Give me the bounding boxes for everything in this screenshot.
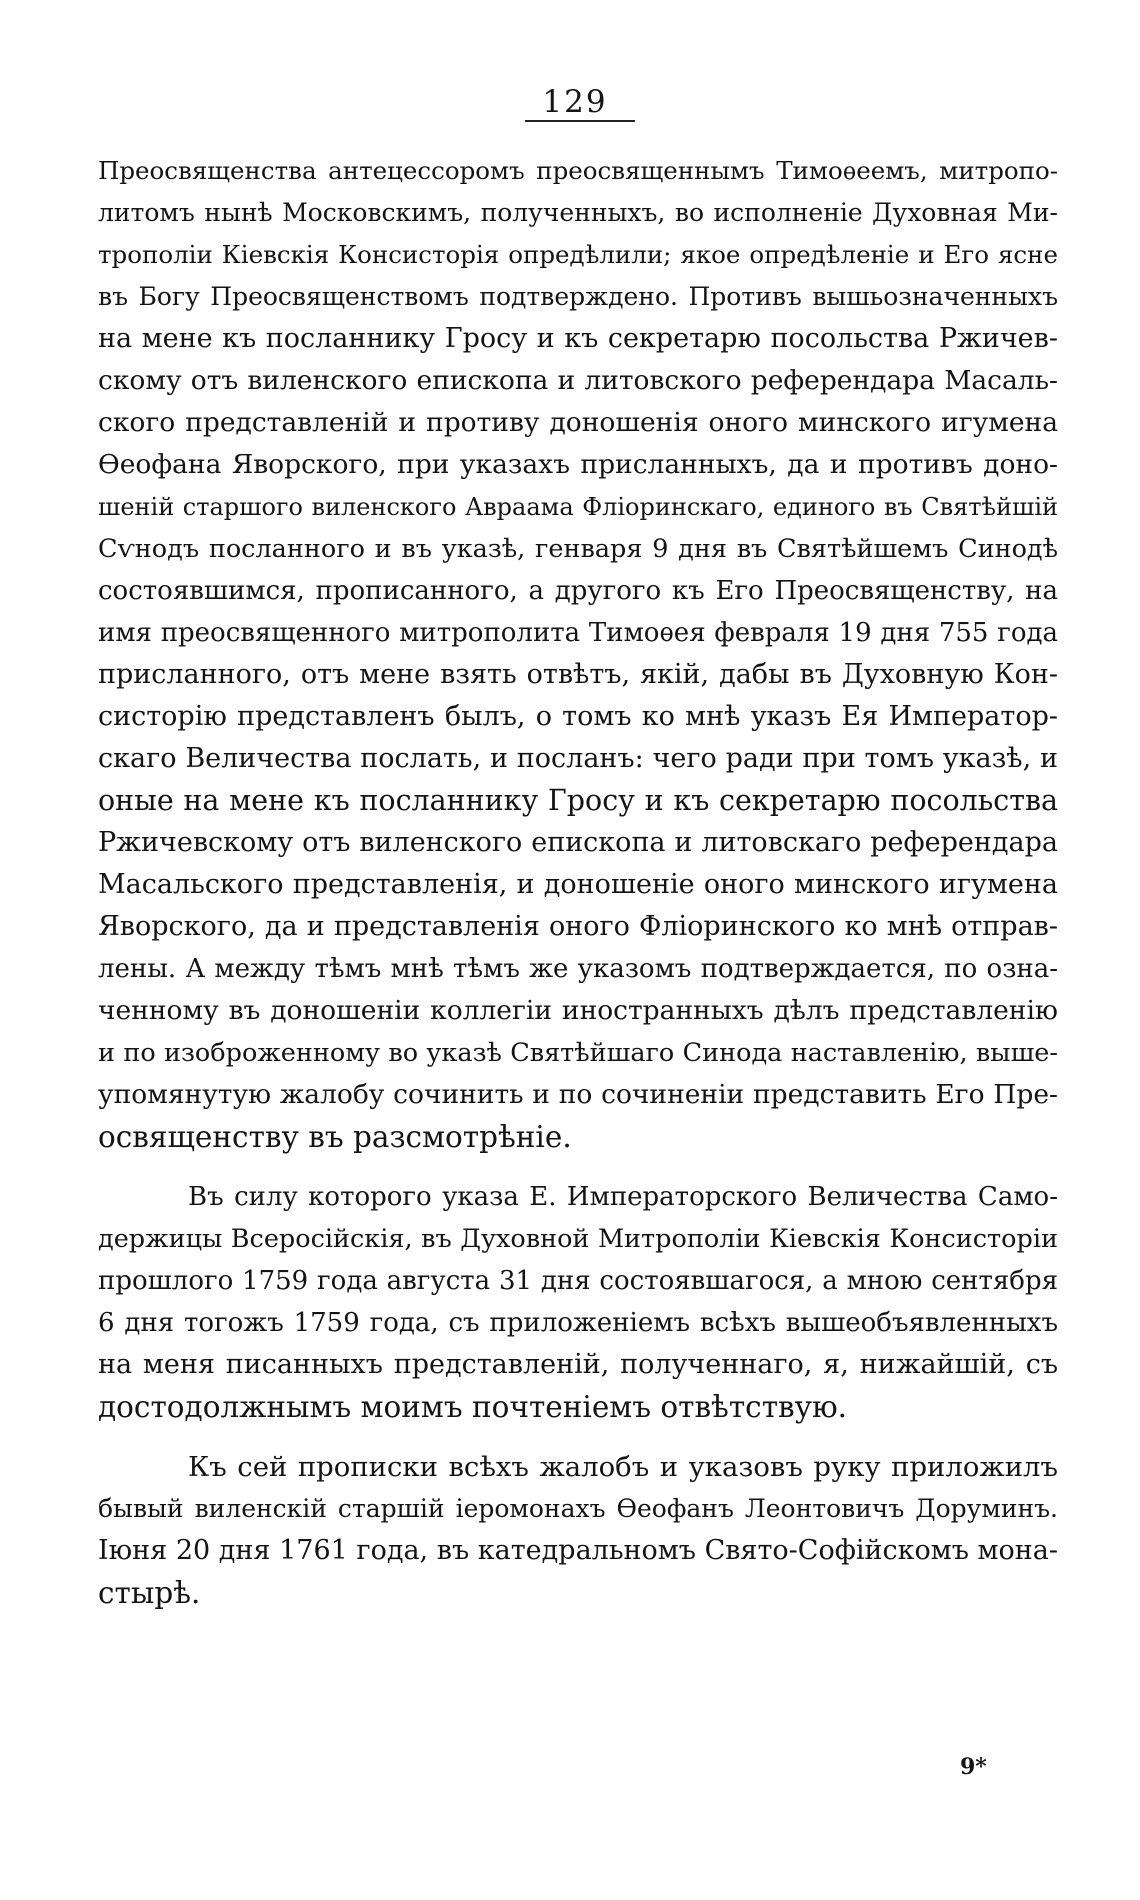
text-line: систорію представленъ былъ, о томъ ко мнѣ указъ Ея Император- bbox=[98, 701, 1058, 732]
text-line: имя преосвященного митрополита Тимоѳея февраля 19 дня 755 года bbox=[98, 618, 1058, 648]
text-line: состоявшимся, прописанного, а другого къ Его Преосвященству, на bbox=[98, 576, 1058, 606]
text-line: прошлого 1759 года августа 31 дня состоявшагося, а мною сентября bbox=[98, 1266, 1058, 1296]
text-line: ского представленій и противу доношенія оного минского игумена bbox=[98, 407, 1058, 438]
paragraph-3 bbox=[98, 1446, 1058, 1614]
text-line: 6 дня тогожъ 1759 года, съ приложеніемъ всѣхъ вышеобъявленныхъ bbox=[98, 1308, 1058, 1338]
text-line: упомянутую жалобу сочинить и по сочиненіи представить Его Пре- bbox=[98, 1079, 1058, 1110]
paragraph-2 bbox=[98, 1176, 1058, 1428]
text-line: на мене къ посланнику Гросу и къ секретарю посольства Ржичев- bbox=[98, 323, 1058, 354]
paragraph-gap bbox=[98, 1158, 1058, 1176]
text-line: стырѣ. bbox=[98, 1576, 201, 1610]
text-line: достодолжнымъ моимъ почтеніемъ отвѣтствую. bbox=[98, 1390, 848, 1424]
text-line: трополіи Кіевскія Консисторія опредѣлили; якое опредѣленіе и Его ясне bbox=[98, 240, 1058, 269]
text-line: и по изоброженному во указѣ Святѣйшаго Синода наставленію, выше- bbox=[98, 1038, 1058, 1068]
text-line: Преосвященства антецессоромъ преосвященнымъ Тимоѳеемъ, митропо- bbox=[98, 156, 1058, 185]
text-line: Въ силу которого указа Е. Императорского Величества Само- bbox=[188, 1182, 1058, 1212]
text-line: литомъ нынѣ Московскимъ, полученныхъ, во исполненіе Духовная Ми- bbox=[98, 198, 1058, 227]
text-line: ченному въ доношеніи коллегіи иностранныхъ дѣлъ представленію bbox=[98, 995, 1058, 1026]
text-line: Ржичевскому отъ виленского епископа и литовскаго референдара bbox=[98, 827, 1058, 858]
text-line: Масальского представленія, и доношеніе оного минского игумена bbox=[98, 869, 1058, 900]
text-line: на меня писанныхъ представленій, полученнаго, я, нижайшій, съ bbox=[98, 1349, 1058, 1380]
signature-mark: 9* bbox=[960, 1754, 987, 1780]
text-line: Ѳеофана Яворского, при указахъ присланныхъ, да и противъ доно- bbox=[98, 449, 1058, 480]
paragraph-1 bbox=[98, 150, 1058, 1158]
text-line: Яворского, да и представленія оного Фліоринского ко мнѣ отправ- bbox=[98, 911, 1058, 942]
text-line: держицы Всеросійскія, въ Духовной Митрополіи Кіевскія Консисторіи bbox=[98, 1224, 1058, 1254]
text-line: въ Богу Преосвященствомъ подтверждено. Противъ вышьозначенныхъ bbox=[98, 282, 1058, 311]
text-line: присланного, отъ мене взять отвѣтъ, якій, дабы въ Духовную Кон- bbox=[98, 659, 1058, 690]
text-line: шеній старшого виленского Авраама Фліоринскаго, единого въ Святѣйшій bbox=[98, 493, 1058, 521]
text-line: оные на мене къ посланнику Гросу и къ секретарю посольства bbox=[98, 784, 1058, 817]
text-line: скаго Величества послать, и посланъ: чего ради при томъ указѣ, и bbox=[98, 743, 1058, 774]
paragraph-gap bbox=[98, 1428, 1058, 1446]
text-line: Сѵнодъ посланного и въ указѣ, генваря 9 дня въ Святѣйшемъ Синодѣ bbox=[98, 534, 1058, 564]
text-line: Іюня 20 дня 1761 года, въ катедральномъ Свято-Софійскомъ мона- bbox=[98, 1535, 1058, 1566]
page-number: 129 bbox=[542, 84, 608, 120]
text-line: бывый виленскій старшій іеромонахъ Ѳеофанъ Леонтовичъ Доруминъ. bbox=[98, 1494, 1058, 1523]
text-line: скому отъ виленского епископа и литовского референдара Масаль- bbox=[98, 365, 1058, 396]
page-number-rule bbox=[525, 120, 635, 122]
body-text bbox=[98, 150, 1058, 1614]
text-line: освященству въ разсмотрѣніе. bbox=[98, 1120, 572, 1154]
text-line: Къ сей прописки всѣхъ жалобъ и указовъ руку приложилъ bbox=[188, 1451, 1058, 1483]
text-line: лены. А между тѣмъ мнѣ тѣмъ же указомъ подтверждается, по озна- bbox=[98, 954, 1058, 984]
